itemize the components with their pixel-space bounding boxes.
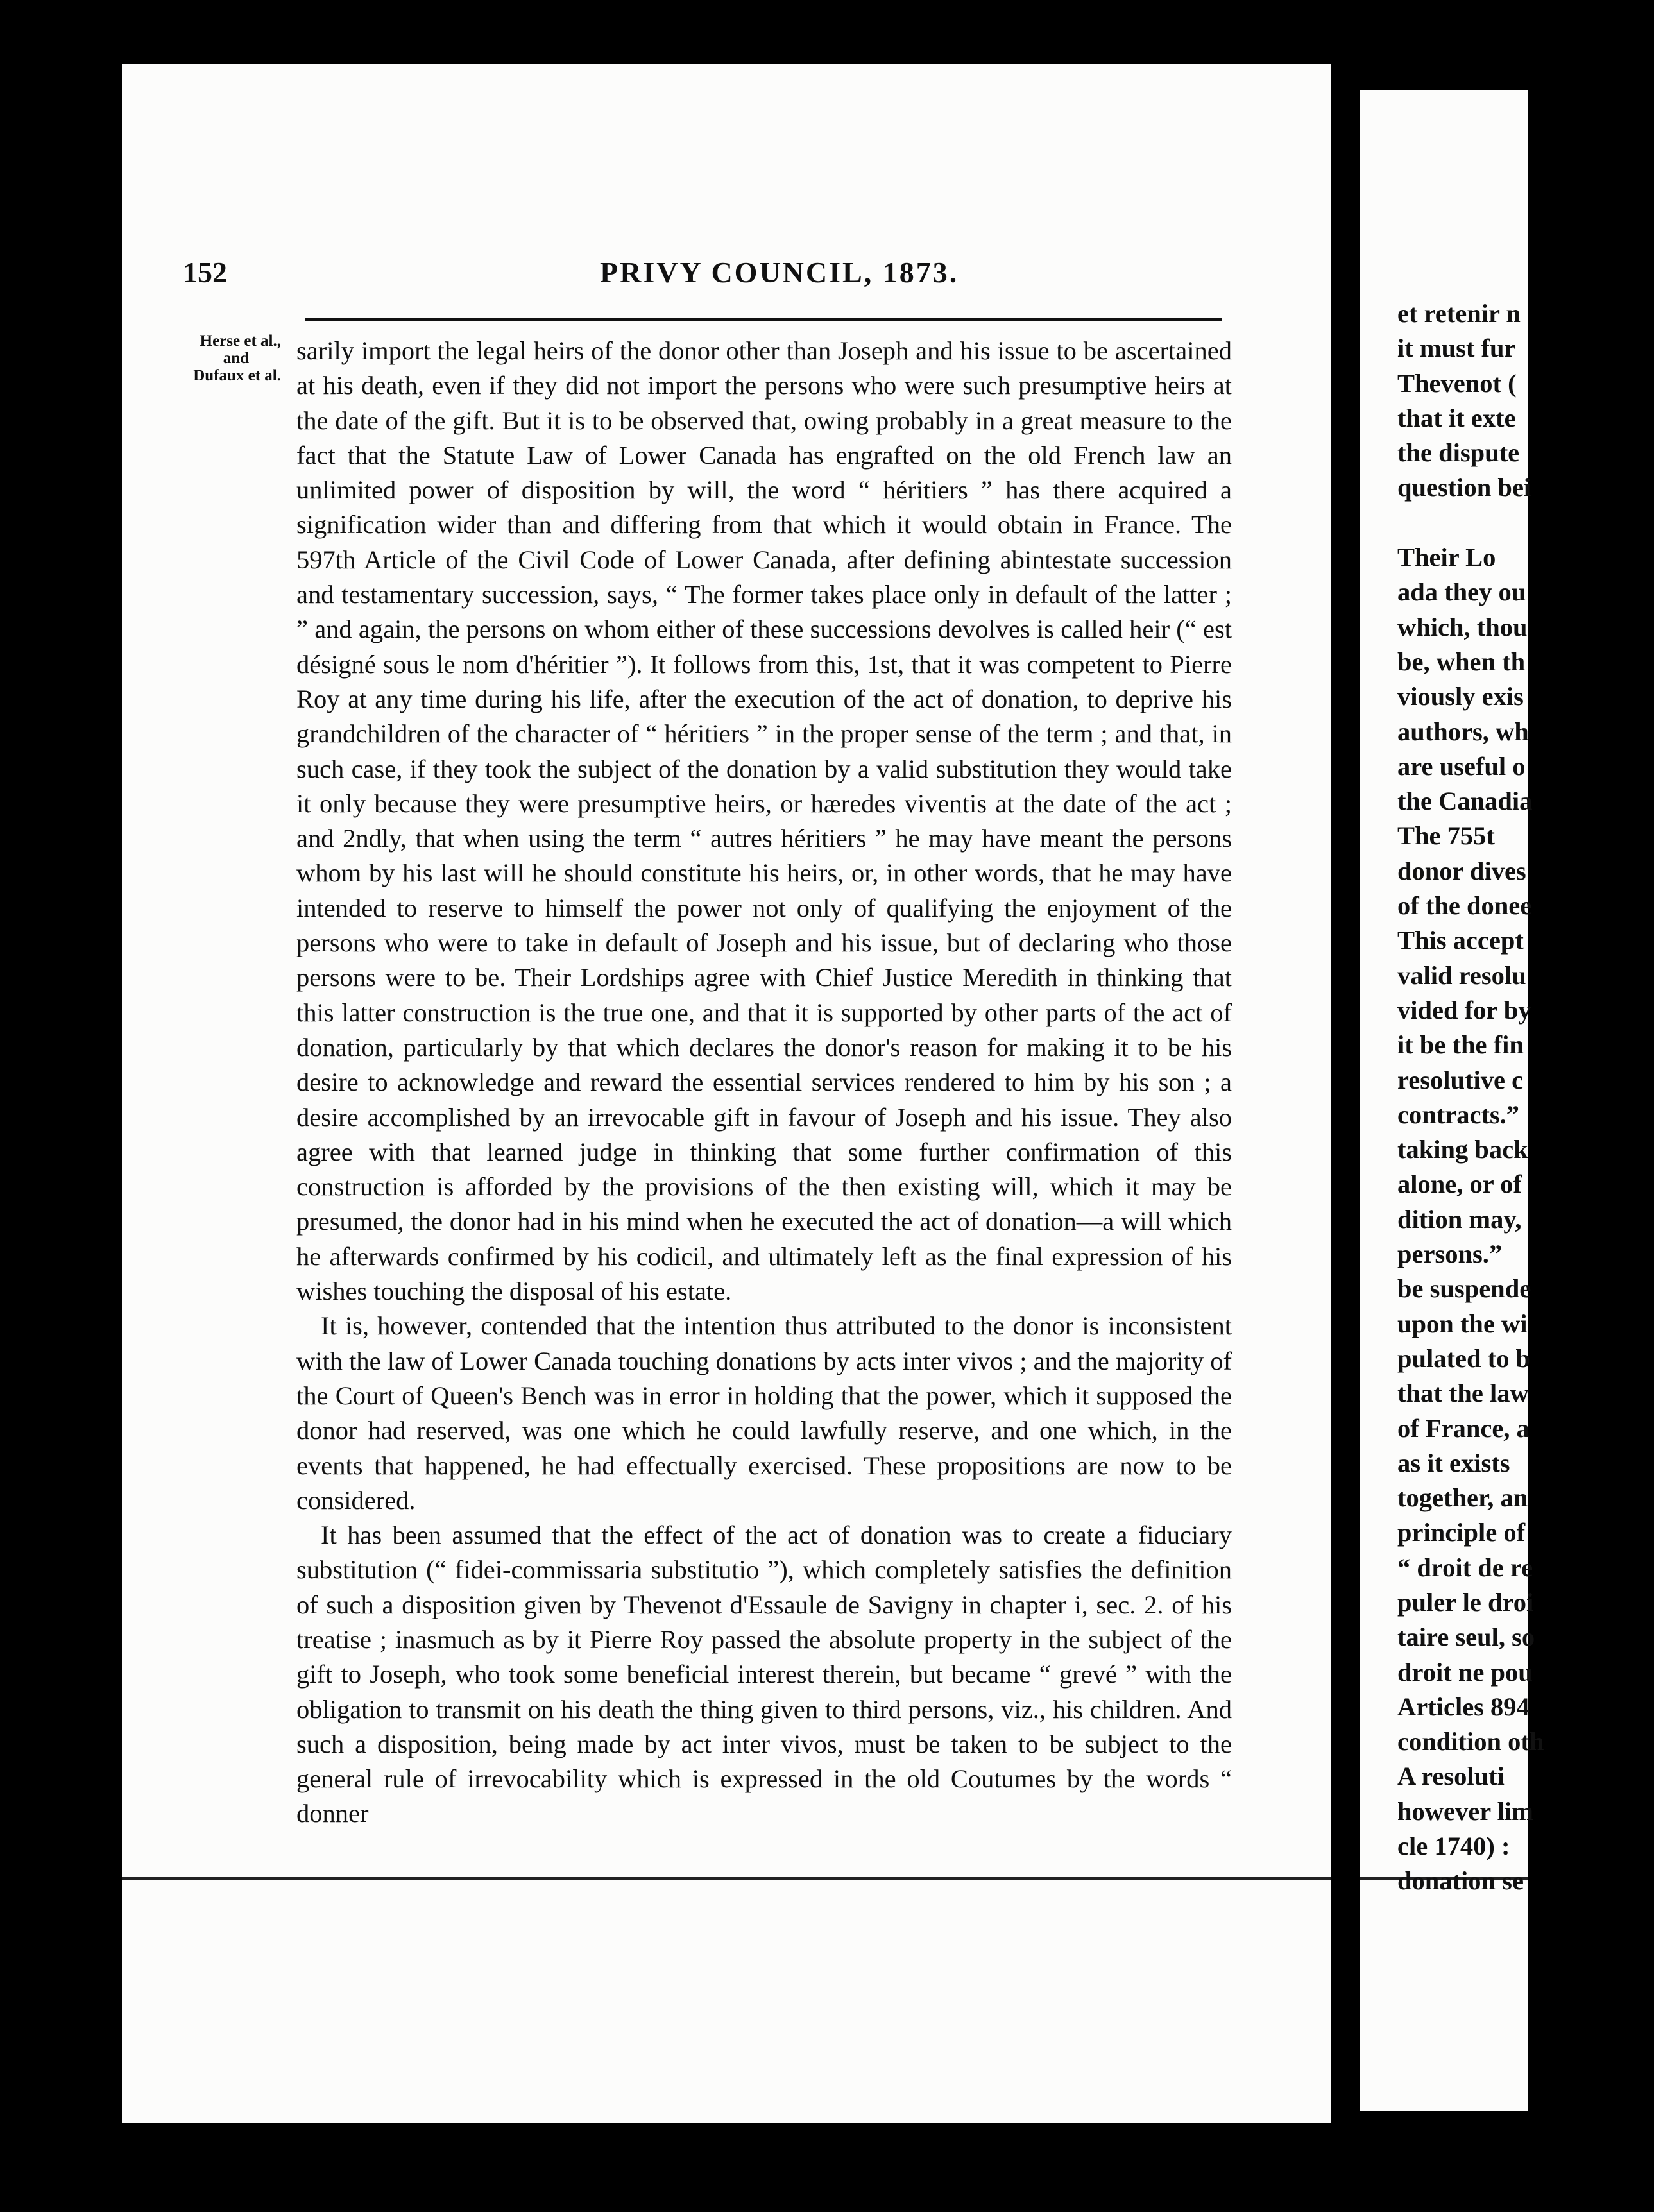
adjacent-page-line: resolutive c bbox=[1397, 1065, 1524, 1094]
paragraph: sarily import the legal heirs of the donor other than Joseph and his issue to be ascertained at his death, even if they did not import the persons who were such presumptive heirs at the date of the gift. But it is to be observed that, owing probably in a great measure to the fact that the Statute Law of Lower Canada has engrafted on the old French law an unlimited power of disposition by will, the word “ héritiers ” has there acquired a signification wider than and differing from that which it would obtain in France. The 597th Article of the Civil Code of Lower Canada, after defining abintestate succession and testamentary succession, says, “ The former takes place only in default of the latter ; ” and again, the persons on whom either of these successions devolves is called heir (“ est désigné sous le nom d'héritier ”). It follows from this, 1st, that it was competent to Pierre Roy at any time during his life, after the execution of the act of donation, to deprive his grandchildren of the character of “ héritiers ” in the proper sense of the term ; and that, in such case, if they took the subject of the donation by a valid substitution they would take it only because they were presumptive heirs, or hæredes viventis at the date of the act ; and 2ndly, that when using the term “ autres héritiers ” he may have meant the persons whom by his last will he should constitute his heirs, or, in other words, that he may have intended to reserve to himself the power not only of qualifying the enjoyment of the persons who were to take in default of Joseph and his issue, but of declaring who those persons were to be. Their Lordships agree with Chief Justice Meredith in thinking that this latter construction is the true one, and that it is supported by other parts of the act of donation, particularly by that which declares the donor's reason for making it to be his desire to acknowledge and reward the essential services rendered to him by his son ; a desire accomplished by an irrevocable gift in favour of Joseph and his issue. They also agree with that learned judge in thinking that some further confirmation of this construction is afforded by the provisions of the then existing will, which it may be presumed, the donor had in his mind when he executed the act of donation—a will which he afterwards confirmed by his codicil, and ultimately left as the final expression of his wishes touching the disposal of his estate. bbox=[296, 336, 1232, 1306]
adjacent-page-line: This accept bbox=[1397, 926, 1524, 955]
adjacent-page-line: “ droit de re bbox=[1397, 1553, 1533, 1582]
body-text bbox=[296, 334, 1232, 1832]
paragraph: It is, however, contended that the intention thus attributed to the donor is inconsistent with the law of Lower Canada touching donations by acts inter vivos ; and the majority of the Court of Queen's Bench was in error in holding that the power, which it supposed the donor had reserved, was one which he could lawfully reserve, and one which, in the events that happened, he had effectually exercised. These propositions are now to be considered. bbox=[296, 1311, 1232, 1515]
adjacent-page-line: persons.” bbox=[1397, 1239, 1503, 1269]
adjacent-page-line: together, an bbox=[1397, 1483, 1528, 1513]
adjacent-page-line: Their Lo bbox=[1397, 543, 1496, 572]
adjacent-page-line: question bei bbox=[1397, 473, 1531, 502]
running-head: PRIVY COUNCIL, 1873. bbox=[600, 256, 959, 289]
adjacent-page-line: taking back bbox=[1397, 1135, 1528, 1164]
adjacent-page-line: which, thou bbox=[1397, 612, 1528, 642]
adjacent-page-line: dition may, bbox=[1397, 1204, 1522, 1234]
adjacent-page-line: A resoluti bbox=[1397, 1762, 1505, 1791]
adjacent-page-line: alone, or of bbox=[1397, 1170, 1522, 1199]
case-margin-note bbox=[146, 332, 281, 384]
adjacent-page-line: are useful o bbox=[1397, 751, 1526, 781]
adjacent-page-line: valid resolu bbox=[1397, 960, 1526, 990]
adjacent-page-line: donation se bbox=[1397, 1866, 1524, 1896]
header-rule bbox=[305, 318, 1222, 321]
adjacent-page-line: puler le droi bbox=[1397, 1587, 1534, 1617]
adjacent-page-line: Articles 894 bbox=[1397, 1692, 1530, 1721]
adjacent-page-line: vided for by bbox=[1397, 995, 1531, 1025]
adjacent-page-line: cle 1740) : bbox=[1397, 1832, 1510, 1861]
page-fold-line bbox=[122, 1877, 1331, 1880]
adjacent-page-line: however lim bbox=[1397, 1796, 1533, 1826]
adjacent-page-line: ada they ou bbox=[1397, 577, 1526, 607]
adjacent-page-line: it be the fin bbox=[1397, 1030, 1524, 1060]
adjacent-page-line: taire seul, so bbox=[1397, 1622, 1535, 1652]
adjacent-page-line: Thevenot ( bbox=[1397, 368, 1517, 398]
adjacent-page-line bbox=[1397, 506, 1654, 540]
adjacent-page-line: of France, a bbox=[1397, 1413, 1530, 1443]
adjacent-page-line: that the law bbox=[1397, 1379, 1529, 1408]
adjacent-page-line: be, when th bbox=[1397, 647, 1526, 676]
adjacent-page-text bbox=[1397, 296, 1654, 1899]
adjacent-page-line: pulated to b bbox=[1397, 1343, 1531, 1373]
adjacent-page-line: viously exis bbox=[1397, 682, 1524, 711]
adjacent-page-line: it must fur bbox=[1397, 334, 1516, 363]
adjacent-page-line: et retenir n bbox=[1397, 299, 1521, 328]
adjacent-page-line: contracts.” bbox=[1397, 1100, 1520, 1129]
adjacent-page-line: droit ne pou bbox=[1397, 1657, 1533, 1687]
adjacent-page-line: upon the wi bbox=[1397, 1309, 1528, 1338]
paragraph: It has been assumed that the effect of the act of donation was to create a fiduciary substitution (“ fidei-commissaria substitutio ”), which completely satisfies the definition of such a disposition given by Thevenot d'Essaule de Savigny in chapter i, sec. 2. of his treatise ; inasmuch as by it Pierre Roy passed the absolute property in the subject of the gift to Joseph, who took some beneficial interest therein, but became “ grevé ” with the obligation to transmit on his death the thing given to third persons, viz., his children. And such a disposition, being made by act inter vivos, must be taken to be subject to the general rule of irrevocability which is expressed in the old Coutumes by the words “ donner bbox=[296, 1520, 1232, 1828]
adjacent-page-line: condition oth bbox=[1397, 1727, 1544, 1757]
margin-note-line: Dufaux et al. bbox=[193, 367, 281, 384]
adjacent-page-line: the Canadia bbox=[1397, 787, 1533, 816]
adjacent-page-line: be suspende bbox=[1397, 1274, 1531, 1304]
adjacent-page-line: The 755t bbox=[1397, 821, 1495, 851]
adjacent-page-line: of the donee bbox=[1397, 891, 1532, 921]
page-number: 152 bbox=[183, 256, 227, 289]
margin-note-line: Herse et al., bbox=[200, 332, 281, 350]
adjacent-page-line: principle of bbox=[1397, 1518, 1526, 1547]
adjacent-page-line: the dispute bbox=[1397, 438, 1520, 468]
adjacent-page-line: that it exte bbox=[1397, 403, 1516, 432]
adjacent-page-line: authors, wh bbox=[1397, 717, 1529, 746]
page-gutter bbox=[1331, 0, 1360, 2212]
adjacent-page-line: as it exists bbox=[1397, 1448, 1510, 1477]
margin-note-line: and bbox=[223, 350, 249, 367]
adjacent-page-line: donor dives bbox=[1397, 856, 1526, 885]
